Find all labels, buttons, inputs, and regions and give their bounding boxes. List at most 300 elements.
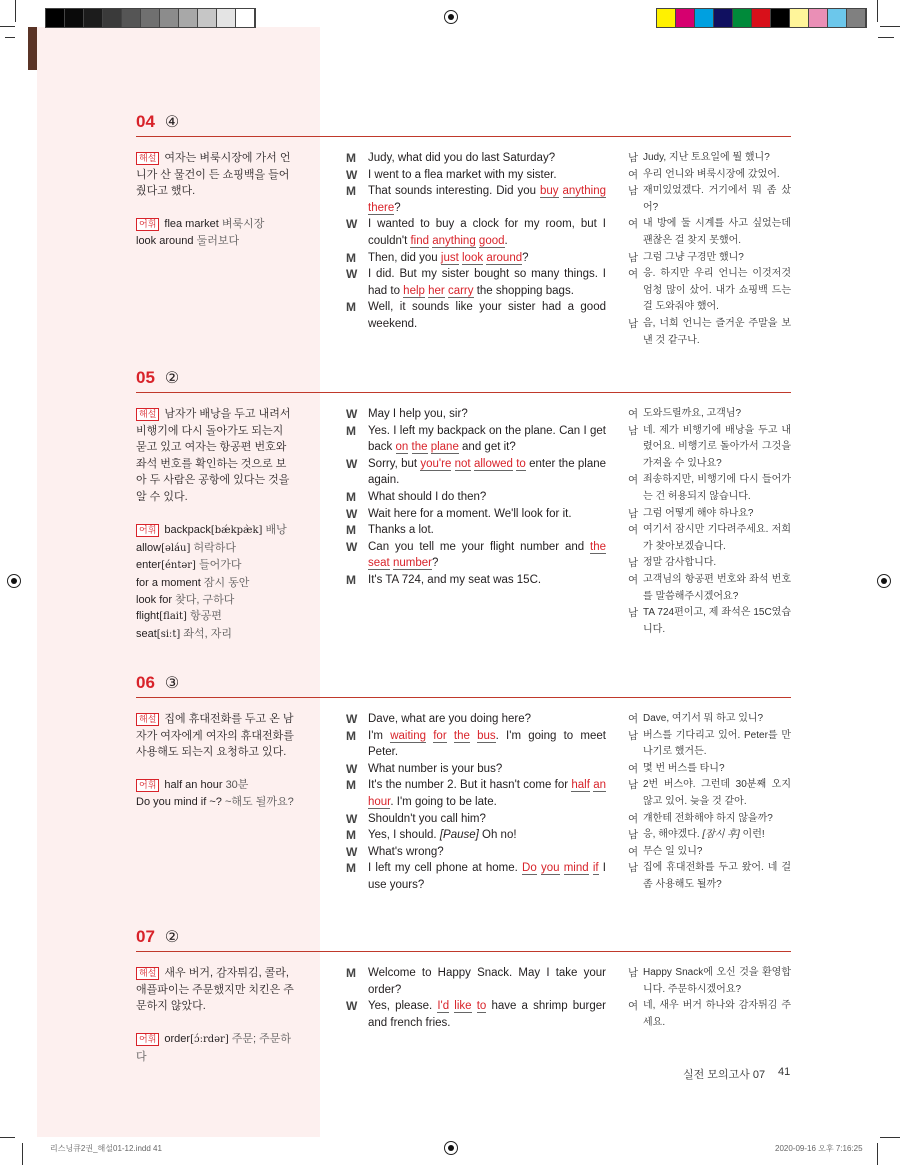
dictation-blank: if	[592, 862, 599, 875]
question-number: 07	[136, 927, 155, 946]
speaker-label: 남	[628, 251, 639, 264]
dialogue-turn	[346, 998, 606, 1031]
dictation-blank: the	[411, 441, 428, 454]
explanation-text: 집에 휴대전화를 두고 온 남자가 여자에게 여자의 휴대전화를 사용해도 되는지 요청하고 있다.	[136, 713, 294, 759]
question-header	[136, 368, 179, 388]
dialogue-text: Then, did you just look around?	[368, 251, 529, 264]
dialogue-text: I did. But my sister bought so many things. I had to help her carry the shopping bags.	[368, 268, 606, 297]
vocab-word: look for	[136, 593, 173, 606]
dictation-blank: to	[476, 1000, 487, 1013]
speaker-label: 남	[628, 185, 639, 198]
question-number: 04	[136, 112, 155, 131]
translation-turn	[628, 316, 791, 349]
dialogue-turn	[346, 406, 606, 423]
dialogue-column	[346, 965, 606, 1031]
vocab-phonetic: [éntər]	[161, 560, 196, 572]
translation-text: 도와드릴까요, 고객님?	[643, 408, 742, 419]
explanation-text: 여자는 벼룩시장에 가서 언니가 산 물건이 든 쇼핑백을 들어줬다고 했다.	[136, 152, 291, 198]
dialogue-column	[346, 150, 606, 333]
color-swatch	[46, 9, 65, 27]
dialogue-turn	[346, 423, 606, 456]
translation-text: 버스를 기다리고 있어. Peter를 만나기로 했거든.	[643, 729, 791, 758]
dictation-blank: for	[433, 729, 447, 742]
speaker-label: 남	[628, 607, 639, 620]
translation-text: 고객님의 항공편 번호와 좌석 번호를 말씀해주시겠어요?	[643, 573, 791, 602]
dictation-blank: you're	[420, 457, 452, 470]
dictation-blank: bus	[477, 729, 496, 742]
dialogue-text: It's TA 724, and my seat was 15C.	[368, 573, 542, 586]
dialogue-turn	[346, 266, 606, 299]
dialogue-text: May I help you, sir?	[368, 408, 468, 420]
dialogue-turn	[346, 299, 606, 332]
speaker-label: 남	[628, 557, 639, 570]
stage-direction: [Pause]	[439, 829, 479, 842]
translation-text: 그럼 어떻게 해야 하나요?	[643, 507, 754, 519]
page-number: 41	[778, 1066, 791, 1078]
color-swatch	[790, 9, 809, 27]
color-swatch	[847, 9, 866, 27]
speaker-label: M	[346, 728, 356, 743]
vocab-meaning: 찾다, 구하다	[175, 593, 235, 606]
dialogue-text: What should I do then?	[368, 490, 487, 503]
speaker-label: W	[346, 506, 358, 521]
dialogue-column	[346, 711, 606, 894]
dictation-blank: just	[440, 251, 459, 264]
explanation-text: 새우 버거, 감자튀김, 콜라, 애플파이는 주문했지만 치킨은 주문하지 않았다.	[136, 967, 294, 1013]
dialogue-turn	[346, 711, 606, 728]
dictation-blank: buy	[540, 185, 559, 198]
vocab-item	[136, 540, 296, 558]
color-swatch	[84, 9, 103, 27]
translation-text: 그럼 그냥 구경만 했니?	[643, 251, 744, 263]
crop-mark	[880, 26, 900, 27]
speaker-label: W	[346, 217, 358, 232]
speaker-label: W	[346, 712, 358, 726]
question-number: 05	[136, 368, 155, 387]
vocab-meaning: 잠시 동안	[203, 576, 250, 589]
dialogue-turn	[346, 216, 606, 249]
dialogue-text: Wait here for a moment. We'll look for it.	[368, 507, 572, 520]
color-bar	[656, 8, 867, 28]
answer-mark: ②	[164, 370, 180, 387]
gray-color-bar	[45, 8, 256, 28]
color-swatch	[65, 9, 84, 27]
speaker-label: W	[346, 407, 358, 421]
translation-turn	[628, 266, 791, 316]
explain-tag: 해설	[136, 408, 159, 421]
explanation-text: 남자가 배낭을 두고 내려서 비행기에 다시 돌아가도 되는지 묻고 있고 여자는 항공편 번호와 좌석 번호를 확인하는 것으로 보아 두 사람은 공항에 있다는 것을 알 수 있다.	[136, 408, 291, 503]
translation-text: 2번 버스야. 그런데 30분째 오지 않고 있어. 늦을 것 같아.	[643, 779, 791, 807]
speaker-label: M	[346, 184, 356, 199]
edge-tab	[28, 27, 37, 70]
vocab-word: backpack	[164, 524, 211, 537]
translation-turn	[628, 522, 791, 555]
dialogue-text: Yes, I should. [Pause] Oh no!	[368, 829, 517, 842]
translation-text: 몇 번 버스를 타니?	[643, 762, 725, 774]
speaker-label: M	[346, 300, 356, 315]
dictation-blank: carry	[447, 284, 474, 297]
speaker-label: 여	[628, 524, 639, 537]
vocab-word: order	[164, 1033, 191, 1046]
color-swatch	[141, 9, 160, 27]
print-timestamp: 2020-09-16 오후 7:16:25	[775, 1144, 863, 1153]
speaker-label: 남	[628, 779, 639, 792]
crop-mark	[880, 1137, 900, 1138]
crop-mark	[877, 0, 878, 22]
color-swatch	[752, 9, 771, 27]
vocab-word: enter	[136, 559, 162, 572]
speaker-label: W	[346, 267, 358, 282]
dictation-blank: like	[454, 1000, 472, 1013]
explanation	[136, 150, 296, 200]
crop-mark	[15, 0, 16, 22]
dialogue-turn	[346, 539, 606, 572]
explanation	[136, 711, 296, 761]
speaker-label: 여	[628, 218, 639, 231]
translation-text: 응. 하지만 우리 언니는 이것저것 엄청 많이 샀어. 내가 쇼핑백 드는 걸 도와줘야 했어.	[643, 268, 791, 313]
translation-text: TA 724편이고, 제 좌석은 15C였습니다.	[643, 607, 791, 635]
translation-text: Happy Snack에 오신 것을 환영합니다. 주문하시겠어요?	[643, 967, 791, 995]
crop-mark	[0, 26, 15, 27]
registration-mark-icon	[877, 574, 891, 588]
dialogue-turn	[346, 965, 606, 998]
dialogue-turn	[346, 150, 606, 167]
translation-turn	[628, 423, 791, 473]
translation-text: Dave, 여기서 뭐 하고 있니?	[643, 713, 764, 724]
question-number: 06	[136, 673, 155, 692]
color-swatch	[122, 9, 141, 27]
speaker-label: 남	[628, 729, 639, 742]
dialogue-text: I'm waiting for the bus. I'm going to meet Peter.	[368, 729, 606, 759]
vocab-meaning: 허락하다	[193, 541, 236, 554]
color-swatch	[179, 9, 198, 27]
speaker-label: W	[346, 456, 358, 471]
dialogue-turn	[346, 844, 606, 861]
vocab-item	[136, 777, 296, 794]
registration-mark-icon	[444, 1141, 458, 1155]
vocab-meaning: 30분	[225, 779, 249, 792]
explain-tag: 해설	[136, 967, 159, 980]
vocab-tag: 어휘	[136, 779, 159, 792]
translation-turn	[628, 555, 791, 572]
crop-mark	[877, 1143, 878, 1165]
dialogue-turn	[346, 522, 606, 539]
speaker-label: W	[346, 999, 358, 1014]
stage-direction: [잠시 후]	[702, 829, 740, 841]
speaker-label: M	[346, 861, 356, 876]
translation-turn	[628, 167, 791, 184]
dialogue-turn	[346, 250, 606, 267]
page-footer-title: 실전 모의고사 07	[683, 1069, 766, 1081]
translation-turn	[628, 844, 791, 861]
dialogue-column	[346, 406, 606, 589]
vocab-item	[136, 794, 296, 811]
translation-column	[628, 711, 791, 894]
speaker-label: 여	[628, 168, 639, 181]
dictation-blank: look	[462, 251, 484, 264]
translation-text: 음, 너희 언니는 즐거운 주말을 보낸 것 같구나.	[643, 317, 791, 346]
dictation-blank: find	[410, 234, 430, 247]
dialogue-turn	[346, 572, 606, 589]
color-swatch	[771, 9, 790, 27]
dialogue-turn	[346, 777, 606, 810]
speaker-label: 여	[628, 408, 639, 420]
dictation-blank: hour	[368, 795, 391, 808]
translation-turn	[628, 811, 791, 828]
speaker-label: M	[346, 423, 356, 438]
dialogue-text: Yes, please. I'd like to have a shrimp burger and french fries.	[368, 1000, 606, 1029]
section-rule	[136, 951, 791, 952]
dictation-blank: anything	[432, 234, 476, 247]
color-swatch	[695, 9, 714, 27]
color-swatch	[676, 9, 695, 27]
dialogue-text: Thanks a lot.	[368, 524, 434, 537]
dialogue-turn	[346, 728, 606, 761]
dictation-blank: on	[395, 441, 409, 454]
color-swatch	[714, 9, 733, 27]
dictation-blank: Do	[522, 862, 537, 875]
translation-turn	[628, 472, 791, 505]
vocab-meaning: 벼룩시장	[221, 218, 265, 231]
vocab-item	[136, 233, 296, 250]
answer-mark: ③	[164, 675, 180, 692]
dialogue-text: It's the number 2. But it hasn't come for half an hour. I'm going to be late.	[368, 779, 606, 808]
explanation	[136, 965, 296, 1015]
dialogue-turn	[346, 761, 606, 778]
translation-text: 죄송하지만, 비행기에 다시 들어가는 건 허용되지 않습니다.	[643, 474, 791, 502]
translation-text: 네. 제가 비행기에 배낭을 두고 내렸어요. 비행기로 돌아가서 그것을 가져올 수 있나요?	[643, 424, 791, 469]
explanation-column	[136, 711, 296, 811]
vocab-item	[136, 592, 296, 609]
dialogue-text: Dave, what are you doing here?	[368, 713, 532, 725]
translation-turn	[628, 860, 791, 893]
vocab-tag: 어휘	[136, 524, 159, 537]
dialogue-text: That sounds interesting. Did you buy anything there?	[368, 185, 606, 214]
spacer	[136, 506, 296, 523]
translation-turn	[628, 605, 791, 638]
translation-text: 네, 새우 버거 하나와 감자튀김 주세요.	[643, 1000, 791, 1028]
dialogue-text: I wanted to buy a clock for my room, but I couldn't find anything good.	[368, 218, 606, 247]
translation-column	[628, 406, 791, 638]
dialogue-turn	[346, 860, 606, 893]
vocab-item	[136, 216, 296, 233]
dictation-blank: I'd	[437, 1000, 450, 1013]
translation-turn	[628, 711, 791, 728]
dictation-blank: the	[453, 729, 470, 742]
vocab-word: flight	[136, 610, 160, 623]
question-header	[136, 673, 179, 693]
translation-turn	[628, 728, 791, 761]
dictation-blank: anything	[562, 185, 606, 198]
dictation-blank: the	[590, 540, 606, 553]
vocab-word: look around	[136, 234, 194, 247]
dialogue-turn	[346, 456, 606, 489]
speaker-label: M	[346, 489, 356, 504]
explanation-column	[136, 965, 296, 1066]
dialogue-text: Yes. I left my backpack on the plane. Can I get back on the plane and get it?	[368, 424, 606, 454]
vocab-word: allow	[136, 541, 162, 554]
speaker-label: M	[346, 151, 356, 165]
vocab-tag: 어휘	[136, 218, 159, 231]
speaker-label: 여	[628, 268, 639, 281]
vocab-meaning: 좌석, 자리	[183, 627, 233, 640]
translation-turn	[628, 827, 791, 844]
speaker-label: 여	[628, 1000, 639, 1013]
vocab-item	[136, 608, 296, 626]
explanation	[136, 406, 296, 506]
vocab-meaning: 둘러보다	[196, 234, 240, 247]
dialogue-text: Well, it sounds like your sister had a good weekend.	[368, 301, 606, 330]
speaker-label: 여	[628, 474, 639, 487]
speaker-label: 남	[628, 967, 639, 979]
dialogue-turn	[346, 827, 606, 844]
translation-turn	[628, 150, 791, 167]
translation-text: 걔한테 전화해야 하지 않을까?	[643, 812, 773, 824]
color-swatch	[217, 9, 236, 27]
translation-turn	[628, 406, 791, 423]
speaker-label: 남	[628, 152, 639, 164]
dialogue-text: I left my cell phone at home. Do you mind if I use yours?	[368, 862, 606, 891]
vocab-phonetic: [əláu]	[161, 542, 191, 554]
translation-text: 재미있었겠다. 거기에서 뭐 좀 샀어?	[643, 185, 791, 213]
explain-tag: 해설	[136, 152, 159, 165]
translation-text: 집에 휴대전화를 두고 왔어. 네 걸 좀 사용해도 될까?	[643, 862, 791, 890]
vocab-word: for a moment	[136, 576, 201, 589]
section-rule	[136, 697, 791, 698]
dictation-blank: there	[368, 201, 395, 214]
color-swatch	[160, 9, 179, 27]
dictation-blank: waiting	[390, 729, 427, 742]
speaker-label: M	[346, 778, 356, 793]
dictation-blank: good	[478, 234, 505, 247]
vocab-meaning: 들어가다	[199, 559, 242, 572]
color-swatch	[657, 9, 676, 27]
speaker-label: 여	[628, 713, 639, 725]
translation-text: 응, 해야겠다. [잠시 후] 이런!	[643, 829, 765, 841]
section-rule	[136, 392, 791, 393]
speaker-label: W	[346, 844, 358, 859]
translation-turn	[628, 572, 791, 605]
translation-text: 여기서 잠시만 기다려주세요. 저희가 찾아보겠습니다.	[643, 524, 791, 552]
speaker-label: M	[346, 523, 356, 538]
speaker-label: 남	[628, 424, 639, 437]
vocab-word: Do you mind if ~?	[136, 795, 222, 808]
dictation-blank: seat	[368, 557, 390, 570]
dialogue-text: What's wrong?	[368, 845, 444, 858]
vocab-item	[136, 575, 296, 592]
color-swatch	[733, 9, 752, 27]
vocab-phonetic: [ɔ́ːrdər]	[190, 1034, 229, 1046]
speaker-label: M	[346, 828, 356, 843]
translation-turn	[628, 998, 791, 1031]
speaker-label: 여	[628, 812, 639, 825]
speaker-label: 남	[628, 507, 639, 520]
speaker-label: W	[346, 167, 358, 182]
translation-turn	[628, 183, 791, 216]
color-swatch	[828, 9, 847, 27]
crop-mark	[22, 1143, 23, 1165]
section-rule	[136, 136, 791, 137]
translation-turn	[628, 216, 791, 249]
explanation-column	[136, 406, 296, 643]
dialogue-turn	[346, 506, 606, 523]
dialogue-text: Shouldn't you call him?	[368, 812, 486, 825]
answer-mark: ④	[164, 114, 180, 131]
translation-column	[628, 965, 791, 1031]
speaker-label: M	[346, 250, 356, 265]
dictation-blank: plane	[430, 441, 459, 454]
speaker-label: 여	[628, 573, 639, 586]
translation-text: 내 방에 둘 시계를 사고 싶었는데 괜찮은 걸 찾지 못했어.	[643, 218, 791, 246]
dialogue-text: I went to a flea market with my sister.	[368, 168, 557, 181]
explain-tag: 해설	[136, 713, 159, 726]
speaker-label: M	[346, 572, 356, 587]
speaker-label: M	[346, 966, 356, 980]
file-label: 리스닝큐2권_해설01-12.indd 41	[50, 1144, 162, 1153]
crop-mark	[878, 37, 894, 38]
registration-mark-icon	[7, 574, 21, 588]
vocab-meaning: 항공편	[189, 610, 222, 623]
vocab-phonetic: [flait]	[159, 611, 187, 623]
speaker-label: W	[346, 811, 358, 826]
vocab-meaning: 배낭	[265, 524, 287, 537]
dialogue-text: What number is your bus?	[368, 762, 503, 775]
translation-turn	[628, 250, 791, 267]
explanation-column	[136, 150, 296, 250]
question-header	[136, 112, 179, 132]
spacer	[136, 200, 296, 217]
vocab-item	[136, 626, 296, 644]
color-swatch	[198, 9, 217, 27]
answer-mark: ②	[164, 929, 180, 946]
dictation-blank: allowed	[473, 457, 513, 470]
dictation-blank: number	[392, 557, 432, 570]
vocab-word: seat	[136, 627, 157, 640]
question-header	[136, 927, 179, 947]
vocab-item	[136, 522, 296, 540]
speaker-label: 남	[628, 317, 639, 330]
dialogue-text: Sorry, but you're not allowed to enter the plane again.	[368, 457, 607, 487]
dialogue-text: Can you tell me your flight number and the seat number?	[368, 540, 606, 570]
translation-text: 우리 언니와 벼룩시장에 갔었어.	[643, 168, 780, 180]
dictation-blank: help	[403, 284, 425, 297]
dictation-blank: not	[454, 457, 471, 470]
vocab-phonetic: [bǽkpæ̀k]	[210, 525, 263, 537]
dialogue-turn	[346, 811, 606, 828]
dictation-blank: to	[516, 457, 526, 470]
speaker-label: W	[346, 539, 358, 554]
translation-turn	[628, 506, 791, 523]
dictation-blank: her	[428, 284, 445, 297]
dialogue-turn	[346, 183, 606, 216]
vocab-meaning: ~해도 될까요?	[224, 795, 294, 808]
vocab-tag: 어휘	[136, 1033, 159, 1046]
speaker-label: W	[346, 761, 358, 776]
crop-mark	[0, 1137, 15, 1138]
translation-turn	[628, 777, 791, 810]
speaker-label: 남	[628, 829, 639, 842]
speaker-label: 여	[628, 845, 639, 858]
speaker-label: 여	[628, 762, 639, 775]
translation-text: Judy, 지난 토요일에 뭘 했니?	[643, 152, 770, 163]
translation-text: 무슨 일 있니?	[643, 845, 703, 857]
color-swatch	[809, 9, 828, 27]
crop-mark	[5, 37, 15, 38]
vocab-item	[136, 557, 296, 575]
dialogue-text: Welcome to Happy Snack. May I take your order?	[368, 967, 606, 996]
translation-turn	[628, 965, 791, 998]
speaker-label: 남	[628, 862, 639, 875]
